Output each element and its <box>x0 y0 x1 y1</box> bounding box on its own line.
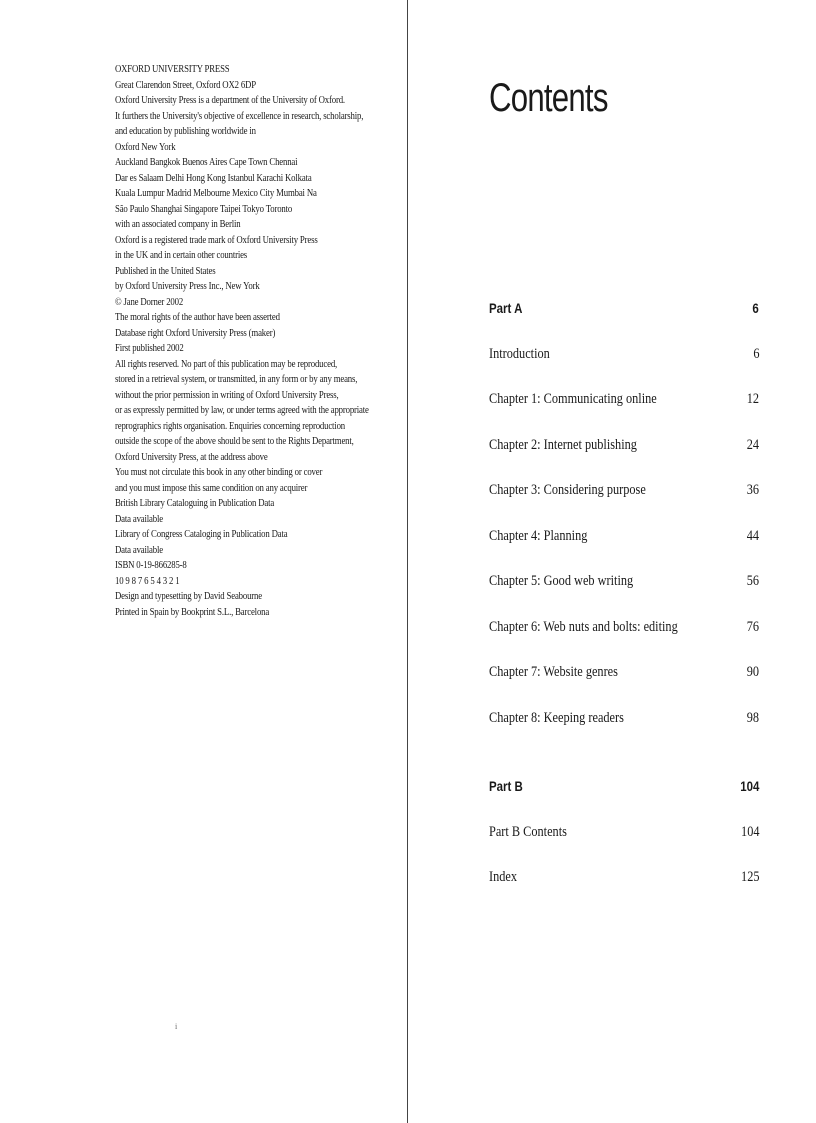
toc-page-number: 24 <box>746 436 759 453</box>
toc-entry-label: Chapter 3: Considering purpose <box>489 482 646 498</box>
toc-page-number: 6 <box>752 300 759 316</box>
toc-page-number: 76 <box>746 618 759 635</box>
rights-reserved-notice: All rights reserved. No part of this publication may be reproduced, stored in a retrieval system, or transmitted, in any form or by any means, without the prior permission in writing of Oxford University Press, or as expressly permitted by law, or under terms agreed with the appropriate reprographics rights organisation. Enquiries concerning reproduction outside the scope of the above should be sent to the Rights Department, Oxford University Press, at the address above <box>115 358 369 463</box>
page-spine-divider <box>407 0 408 1123</box>
toc-entry-label: Chapter 6: Web nuts and bolts: editing <box>489 618 678 635</box>
toc-entry-label: Part B Contents <box>489 823 567 840</box>
copyright-notice: © Jane Dorner 2002 <box>115 296 184 308</box>
toc-page-number: 125 <box>740 869 759 885</box>
toc-page-number: 56 <box>746 573 759 589</box>
toc-entry-chapter-5[interactable] <box>489 573 759 619</box>
trademark-notice: Oxford is a registered trade mark of Oxford University Press in the UK and in certain other countries <box>115 234 318 261</box>
toc-entry-chapter-4[interactable] <box>489 528 759 574</box>
toc-entry-label: Chapter 8: Keeping readers <box>489 709 624 726</box>
toc-entry-label: Index <box>489 869 518 885</box>
toc-page-number: 104 <box>739 778 759 794</box>
toc-entry-label: Chapter 2: Internet publishing <box>489 436 637 453</box>
toc-part-label: Part A <box>489 300 523 316</box>
press-name: OXFORD UNIVERSITY PRESS <box>115 64 230 75</box>
description-line: It furthers the University's objective of excellence in research, scholarship, <box>115 110 364 122</box>
toc-page-number: 6 <box>752 345 759 362</box>
imprint-page <box>115 62 369 620</box>
toc-entry-label: Chapter 5: Good web writing <box>489 573 634 589</box>
toc-entry-label: Chapter 1: Communicating online <box>489 391 657 407</box>
toc-page-number: 44 <box>746 527 759 544</box>
toc-entry-introduction[interactable] <box>489 346 759 392</box>
toc-entry-chapter-8[interactable] <box>489 710 759 756</box>
toc-page-number: 90 <box>746 664 759 680</box>
toc-entry-chapter-2[interactable] <box>489 437 759 483</box>
us-publication-notice: Published in the United States by Oxford University Press Inc., New York <box>115 265 260 292</box>
toc-page-number: 12 <box>746 391 759 407</box>
description-line: Oxford University Press is a department of the University of Oxford. <box>115 95 345 106</box>
toc-entry-part-b-contents[interactable] <box>489 824 759 870</box>
first-published-notice: First published 2002 <box>115 343 184 354</box>
description-line: Oxford New York <box>115 141 176 153</box>
printing-numbers: 10 9 8 7 6 5 4 3 2 1 <box>115 575 180 587</box>
contents-title: Contents <box>489 76 608 120</box>
press-address: Great Clarendon Street, Oxford OX2 6DP <box>115 79 256 91</box>
toc-entry-chapter-1[interactable] <box>489 391 759 437</box>
library-of-congress-cip: Library of Congress Cataloging in Publication Data Data available <box>115 529 288 556</box>
toc-entry-label: Introduction <box>489 345 550 362</box>
toc-entry-index[interactable] <box>489 869 759 915</box>
description-line: São Paulo Shanghai Singapore Taipei Tokyo Toronto <box>115 203 293 215</box>
toc-part-b[interactable] <box>489 778 759 824</box>
toc-part-gap <box>489 755 759 778</box>
toc-part-a[interactable] <box>489 300 759 346</box>
toc-entry-label: Chapter 4: Planning <box>489 527 588 544</box>
description-line: with an associated company in Berlin <box>115 219 241 230</box>
description-line: Dar es Salaam Delhi Hong Kong Istanbul Karachi Kolkata <box>115 172 312 184</box>
british-library-cip: British Library Cataloguing in Publication Data Data available <box>115 498 275 525</box>
circulation-notice: You must not circulate this book in any other binding or cover and you must impose this same condition on any acquirer <box>115 467 323 494</box>
design-credit: Design and typesetting by David Seabourne Printed in Spain by Bookprint S.L., Barcelona <box>115 591 270 618</box>
description-line: Kuala Lumpur Madrid Melbourne Mexico City Mumbai Na <box>115 188 317 199</box>
description-line: Auckland Bangkok Buenos Aires Cape Town Chennai <box>115 157 298 168</box>
description-line: and education by publishing worldwide in <box>115 126 256 137</box>
page-footer-mark: i <box>175 1022 178 1031</box>
toc-part-label: Part B <box>489 778 523 794</box>
toc-entry-label: Chapter 7: Website genres <box>489 664 618 680</box>
toc-entry-chapter-3[interactable] <box>489 482 759 528</box>
toc-entry-chapter-6[interactable] <box>489 619 759 665</box>
toc-entry-chapter-7[interactable] <box>489 664 759 710</box>
isbn: ISBN 0-19-866285-8 <box>115 560 187 571</box>
toc-page-number: 104 <box>740 823 759 840</box>
toc-page-number: 36 <box>746 482 759 498</box>
table-of-contents <box>489 300 759 915</box>
toc-page-number: 98 <box>746 709 759 726</box>
press-description <box>115 93 364 233</box>
moral-rights-notice: The moral rights of the author have been asserted Database right Oxford University Press (maker) <box>115 312 280 339</box>
